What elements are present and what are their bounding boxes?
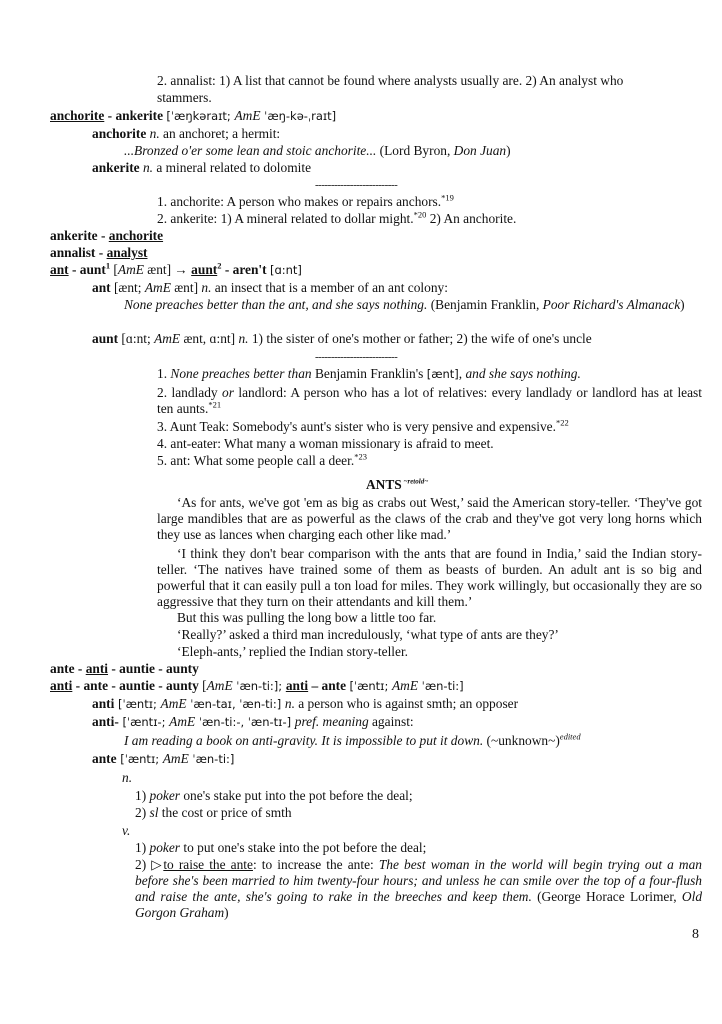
definition-line: anchorite n. an anchoret; a hermit: <box>92 126 281 141</box>
definition-line: aunt [ɑ:nt; AmE ænt, ɑ:nt] n. 1) the sister of one's mother or father; 2) the wife of one's uncle <box>92 331 592 346</box>
headword-line: ant - aunt$^1$ [AmE ænt] → aunt$^2$ - aren't [ɑ:nt] <box>50 260 302 277</box>
story-paragraph: ‘As for ants, we've got 'em as big as crabs out West,’ said the American story-teller. ‘They've got large mandibles that are as powerful as the claws of the crab and they've got very long horns which they use as lances when charging each other like mad.’ <box>157 495 702 542</box>
separator: -------------------------- <box>315 351 398 363</box>
quote-line: I am reading a book on anti-gravity. It is impossible to put it down. (~unknown~)$^{edited}$ <box>124 731 581 748</box>
definition-line: anti- [ˈæntɪ-; AmE ˈæn-ti:-, ˈæn-tɪ-] pref. meaning against: <box>92 714 414 729</box>
definition-line: ankerite n. a mineral related to dolomite <box>92 160 312 175</box>
story-paragraph: ‘I think they don't bear comparison with the ants that are found in India,’ said the Indian story-teller. ‘The natives have trained some of them as beasts of burden. An adult ant is so big and powerful that it can easily pull a ton load for miles. They work willingly, but occasionally they are so aggressive that they turn on their attendants and kill them.’ <box>157 546 702 609</box>
joke-line: 3. Aunt Teak: Somebody's aunt's sister who is very pensive and expensive.$^{*22}$ <box>157 417 569 434</box>
joke-paragraph: 2. landlady or landlord: A person who has a lot of relatives: every landlady or landlord has at least ten aunts.$^{*21}$ <box>157 385 702 416</box>
story-paragraph: ‘Really?’ asked a third man incredulously, ‘what type of ants are they?’ <box>177 627 559 642</box>
part-of-speech: v. <box>122 823 131 838</box>
joke-line: 4. ant-eater: What many a woman missionary is afraid to meet. <box>157 436 494 451</box>
entry-line: stammers. <box>157 90 212 105</box>
definition-line: ant [ænt; AmE ænt] n. an insect that is a member of an ant colony: <box>92 280 448 295</box>
quote-paragraph: None preaches better than the ant, and she says nothing. (Benjamin Franklin, Poor Richard's Almanack) <box>124 297 685 312</box>
sense-line: 1) poker one's stake put into the pot before the deal; <box>135 788 413 803</box>
joke-line: 5. ant: What some people call a deer.$^{*23}$ <box>157 451 367 468</box>
joke-line: 1. anchorite: A person who makes or repairs anchors.$^{*19}$ <box>157 192 454 209</box>
separator: -------------------------- <box>315 179 398 191</box>
part-of-speech: n. <box>122 770 133 785</box>
headword-line: ante - anti - auntie - aunty <box>50 661 199 676</box>
headword-line: anchorite - ankerite [ˈæŋkəraɪt; AmE ˈæŋ-kə-ˌraɪt] <box>50 108 337 123</box>
joke-line: 2. ankerite: 1) A mineral related to dollar might.$^{*20}$ 2) An anchorite. <box>157 209 517 226</box>
story-paragraph: But this was pulling the long bow a little too far. <box>177 610 437 625</box>
quote-line: ...Bronzed o'er some lean and stoic anchorite... (Lord Byron, Don Juan) <box>124 143 511 158</box>
joke-line: 1. None preaches better than Benjamin Franklin's [ænt], and she says nothing. <box>157 366 581 381</box>
headword-line: anti - ante - auntie - aunty [AmE ˈæn-ti:]; anti – ante [ˈæntɪ; AmE ˈæn-ti:] <box>50 678 464 693</box>
sense-line: 1) poker to put one's stake into the pot before the deal; <box>135 840 427 855</box>
sense-paragraph: 2) ▷to raise the ante: to increase the ante: The best woman in the world will begin trying out a man before she's been married to him twenty-four hours; and unless he can smile over the top of a four-flush and raise the ante, she's going to rake in the breeches and keep them. (George Horace Lorimer, Old Gorgon Graham) <box>135 857 703 920</box>
definition-line: ante [ˈæntɪ; AmE ˈæn-ti:] <box>92 751 235 766</box>
story-title: ANTS $^{\sim retold\sim}$ <box>366 477 429 492</box>
definition-line: anti [ˈæntɪ; AmE ˈæn-taɪ, ˈæn-ti:] n. a person who is against smth; an opposer <box>92 696 519 711</box>
page-number: 8 <box>692 927 699 942</box>
entry-line: 2. annalist: 1) A list that cannot be found where analysts usually are. 2) An analyst who <box>157 73 624 88</box>
sense-line: 2) sl the cost or price of smth <box>135 805 292 820</box>
headword-line: annalist - analyst <box>50 245 148 260</box>
headword-line: ankerite - anchorite <box>50 228 164 243</box>
story-paragraph: ‘Eleph-ants,’ replied the Indian story-teller. <box>177 644 409 659</box>
